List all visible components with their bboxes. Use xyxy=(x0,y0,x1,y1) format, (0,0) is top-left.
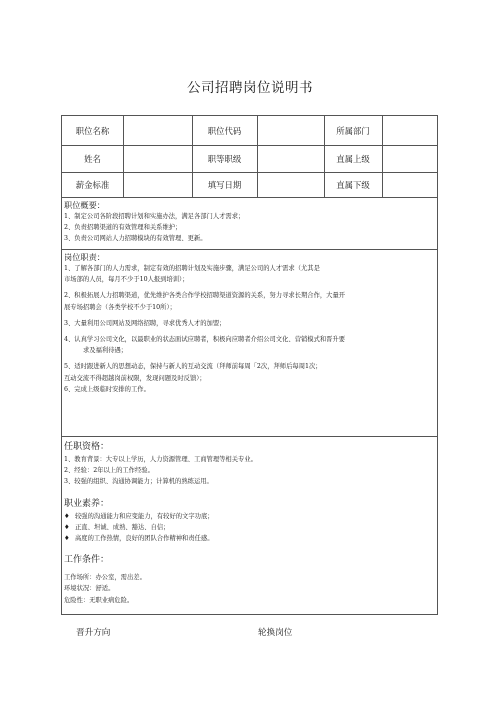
duties-line: 6、完成上级临时安排的工作。 xyxy=(64,385,150,393)
qualifications-heading: 任职资格： xyxy=(64,442,110,452)
duties-section xyxy=(64,251,435,395)
duties-line: 展专场招聘会（各类学校不少于10所）； xyxy=(64,303,176,311)
qualifications-line: 2、经验：2年以上的工作经验。 xyxy=(64,467,154,475)
diamond-bullet-icon: ♦ xyxy=(64,512,70,520)
quality-line: ♦ 较强的沟通能力和应变能力，有较好的文字功底； xyxy=(64,511,435,522)
duties-line: 求及福利待遇； xyxy=(83,347,128,355)
promotion-label: 晋升方向 xyxy=(76,628,111,638)
quality-line: ♦ 高度的工作热情，良好的团队合作精神和责任感。 xyxy=(64,533,435,544)
conditions-line: 危险性：无职业病危险。 xyxy=(64,596,134,604)
value-direct-superior[interactable] xyxy=(382,145,439,172)
overview-section xyxy=(64,199,435,245)
conditions-heading: 工作条件： xyxy=(64,555,110,566)
duties-line: 市场部的人员，每月不少于10人报到培训）； xyxy=(64,276,189,284)
duties-line: 2、积极拓展人力招聘渠道，优先维护各类合作学校招聘渠道资源的关系，努力寻求长期合作，大量开 xyxy=(64,292,346,300)
qualifications-line: 3、较强的组织、沟通协调能力；计算机的熟练运用。 xyxy=(64,478,213,486)
label-name: 姓名 xyxy=(84,153,101,164)
overview-line: 1、制定公司各阶段招聘计划和实施办法，满足各部门人才需求； xyxy=(64,213,245,220)
qualifications-section xyxy=(64,440,435,606)
value-name[interactable] xyxy=(123,145,192,172)
section-divider xyxy=(62,436,437,437)
document-title: 公司招聘岗位说明书 xyxy=(187,80,313,96)
duties-line: 3、大量利用公司网站及网络招聘，寻求优秀人才的加盟； xyxy=(64,319,226,327)
label-direct-superior: 直属上级 xyxy=(336,153,370,164)
quality-line: ♦ 正直、坦诚、成熟、豁达、自信； xyxy=(64,522,435,533)
value-salary[interactable] xyxy=(123,172,192,197)
section-divider xyxy=(62,249,437,250)
label-direct-subordinate: 直属下级 xyxy=(336,179,370,190)
duties-line: 5、适时跟进新人的思想动态，保持与新人的互动交流（拜师前每周「2次，拜师后每周1次； xyxy=(64,363,322,371)
job-description-form xyxy=(61,115,438,615)
label-grade: 职等职级 xyxy=(207,153,242,164)
value-fill-date[interactable] xyxy=(257,172,324,197)
duties-line: 4、认真学习公司文化，以最职业的状态面试应聘者，积极向应聘者介绍公司文化、营销模式和晋升要 xyxy=(64,336,346,344)
value-position-name[interactable] xyxy=(123,116,192,145)
duties-line: 互动交流不得超越岗前权限，发现问题及时反馈）； xyxy=(64,374,206,382)
conditions-line: 工作场所：办公室，需出差。 xyxy=(64,574,146,582)
overview-line: 3、负责公司网站人力招聘模块的有效管理、更新。 xyxy=(64,235,207,243)
diamond-bullet-icon: ♦ xyxy=(64,535,70,543)
value-grade[interactable] xyxy=(257,145,324,172)
value-position-code[interactable] xyxy=(257,116,324,145)
diamond-bullet-icon: ♦ xyxy=(64,523,70,531)
conditions-line: 环境状况：舒适。 xyxy=(64,585,115,593)
duties-line: 1、了解各部门的人力需求，制定有效的招聘计划及实施步骤，满足公司的人才需求（尤其是 xyxy=(64,265,320,272)
overview-heading: 职位概要： xyxy=(64,200,105,210)
label-position-code: 职位代码 xyxy=(207,125,242,136)
overview-line: 2、负责招聘渠道的有效管理和关系维护； xyxy=(64,224,182,232)
label-position-name: 职位名称 xyxy=(75,125,110,136)
quality-heading: 职业素养： xyxy=(64,498,110,509)
value-department[interactable] xyxy=(382,116,439,145)
rotation-label: 轮换岗位 xyxy=(258,628,293,638)
grid-line xyxy=(62,197,437,198)
label-salary: 薪金标准 xyxy=(75,179,110,190)
qualifications-line: 1、教育背景：大专以上学历，人力资源管理、工商管理等相关专业。 xyxy=(64,456,257,463)
label-department: 所属部门 xyxy=(336,125,370,136)
value-direct-subordinate[interactable] xyxy=(382,172,439,197)
label-fill-date: 填写日期 xyxy=(207,179,242,190)
duties-heading: 岗位职责： xyxy=(64,252,105,262)
